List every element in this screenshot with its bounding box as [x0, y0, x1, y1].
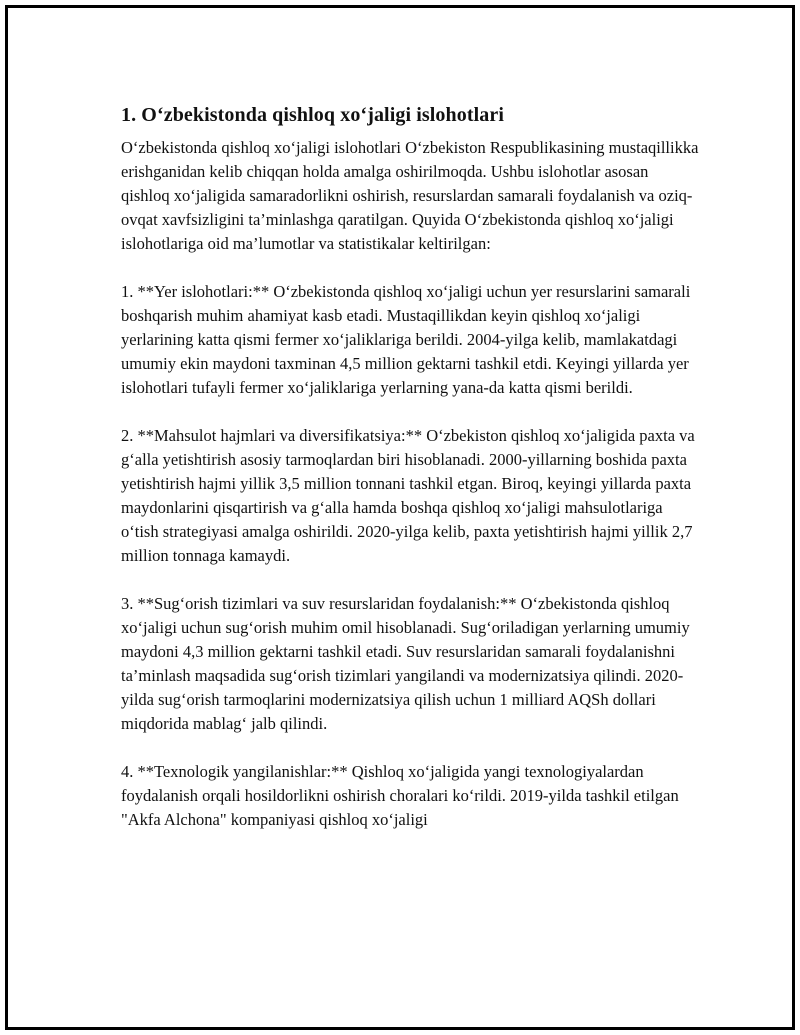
paragraph-production-diversification: 2. **Mahsulot hajmlari va diversifikatsiya:** O‘zbekiston qishloq xo‘jaligida paxta va g‘alla yetishtirish asosiy tarmoqlardan biri hisoblanadi. 2000-yillarning boshida paxta yetishtirish hajmi yillik 3,5 million tonnani tashkil etgan. Biroq, keyingi yillarda paxta maydonlarini qisqartirish va g‘alla hamda boshqa qishloq xo‘jaligi mahsulotlariga o‘tish strategiyasi amalga oshirildi. 2020-yilga kelib, paxta yetishtirish hajmi yillik 2,7 million tonnaga kamaydi.: [121, 426, 695, 565]
page-frame: [5, 5, 795, 1030]
paragraph-land-reforms: 1. **Yer islohotlari:** O‘zbekistonda qishloq xo‘jaligi uchun yer resurslarini samarali boshqarish muhim ahamiyat kasb etadi. Mustaqillikdan keyin qishloq xo‘jaligi yerlarining katta qismi fermer xo‘jaliklariga berildi. 2004-yilga kelib, mamlakatdagi umumiy ekin maydoni taxminan 4,5 million gektarni tashkil etdi. Keyingi yillarda yer islohotlari tufayli fermer xo‘jaliklariga yerlarning yana-da katta qismi berildi.: [121, 282, 691, 397]
paragraph-technology: 4. **Texnologik yangilanishlar:** Qishloq xo‘jaligida yangi texnologiyalardan foydalanish orqali hosildorlikni oshirish choralari ko‘rildi. 2019-yilda tashkil etilgan "Akfa Alchona" kompaniyasi qishloq xo‘jaligi: [121, 762, 679, 829]
paragraph-intro: O‘zbekistonda qishloq xo‘jaligi islohotlari O‘zbekiston Respublikasining mustaqillikka erishganidan kelib chiqqan holda amalga oshirilmoqda. Ushbu islohotlar asosan qishloq xo‘jaligida samaradorlikni oshirish, resurslardan samarali foydalanish va oziq-ovqat xavfsizligini ta’minlashga qaratilgan. Quyida O‘zbekistonda qishloq xo‘jaligi islohotlariga oid ma’lumotlar va statistikalar keltirilgan:: [121, 138, 699, 253]
document-title: 1. O‘zbekistonda qishloq xo‘jaligi islohotlari: [121, 104, 504, 126]
document-body: [121, 102, 701, 832]
paragraph-irrigation: 3. **Sug‘orish tizimlari va suv resurslaridan foydalanish:** O‘zbekistonda qishloq xo‘jaligi uchun sug‘orish muhim omil hisoblanadi. Sug‘oriladigan yerlarning umumiy maydoni 4,3 million gektarni tashkil etadi. Suv resurslaridan samarali foydalanishni ta’minlash maqsadida sug‘orish tizimlari yangilandi va modernizatsiya qilindi. 2020-yilda sug‘orish tarmoqlarini modernizatsiya qilish uchun 1 milliard AQSh dollari miqdorida mablag‘ jalb qilindi.: [121, 594, 690, 733]
